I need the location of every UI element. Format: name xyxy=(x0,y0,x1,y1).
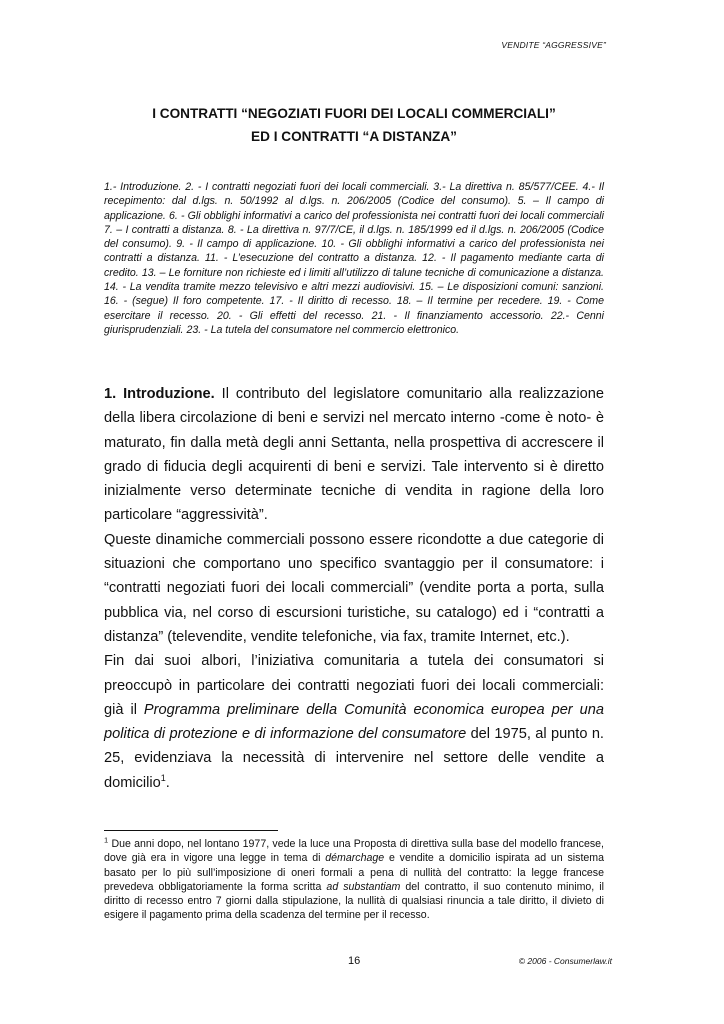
running-header: VENDITE “AGGRESSIVE” xyxy=(501,40,606,50)
title-line-2: ED I CONTRATTI “A DISTANZA” xyxy=(251,129,457,144)
main-body xyxy=(104,382,604,795)
footnote-reference[interactable]: 1 xyxy=(160,772,166,783)
copyright-notice: © 2006 - Consumerlaw.it xyxy=(518,956,612,966)
paragraph-history xyxy=(104,649,604,795)
programme-title: Programma preliminare della Comunità economica europea per una politica di protezione e di informazione del consumatore xyxy=(104,701,604,743)
footnote-divider xyxy=(104,830,278,831)
page-number: 16 xyxy=(348,955,361,967)
title-line-1: I CONTRATTI “NEGOZIATI FUORI DEI LOCALI COMMERCIALI” xyxy=(152,106,556,121)
paragraph-text: Il contributo del legislatore comunitario alla realizzazione della libera circolazione di beni e servizi nel mercato interno -come è noto- è maturato, fin dalla metà degli anni Settanta, nella prospettiva di accrescere il grado di fiducia degli acquirenti di beni e servizi. Tale intervento si è diretto inizialmente verso determinate tecniche di vendita in ragione della loro particolare “aggressività”. xyxy=(104,386,604,524)
section-heading: 1. Introduzione. xyxy=(104,386,215,402)
footnote-number: 1 xyxy=(104,835,109,845)
footnote-italic-term: ad substantiam xyxy=(326,880,401,893)
footnote-text: del contratto, il suo contenuto minimo, il diritto di recesso entro 7 giorni dalla stipulazione, la nullità di qualsiasi rinuncia a tale diritto, il divieto di esigere il pagamento prima della scadenza del termine per il recesso. xyxy=(104,880,604,922)
footnote-text: Due anni dopo, nel lontano 1977, vede la luce una Proposta di direttiva sulla base del modello francese, dove già era in vigore una legge in tema di xyxy=(104,838,604,865)
paragraph-text: Fin dai suoi albori, l’iniziativa comunitaria a tutela dei consumatori si preoccupò in particolare dei contratti negoziati fuori dei locali commerciali: già il xyxy=(104,653,604,718)
paragraph-end: . xyxy=(165,774,170,791)
footnote-text: e vendite a domicilio ispirata ad un sistema basato per lo più sull’imposizione di oneri formali a pena di nullità del contratto: la legge francese prevedeva obbligatoriamente la forma scritta xyxy=(104,852,604,893)
footnote-italic-term: démarchage xyxy=(325,852,385,865)
table-of-contents-summary: 1.- Introduzione. 2. - I contratti negoziati fuori dei locali commerciali. 3.- La direttiva n. 85/577/CEE. 4.- Il recepimento: dal d.lgs. n. 50/1992 al d.lgs. n. 206/2005 (Codice del consumo). 5. – Il campo di applicazione. 6. - Gli obblighi informativi a carico del professionista nei contratti fuori dei locali commerciali 7. – I contratti a distanza. 8. - La direttiva n. 97/7/CE, il d.lgs. n. 185/1999 ed il d.lgs. n. 206/2005 (Codice del consumo). 9. - Il campo di applicazione. 10. - Gli obblighi informativi a carico del professionista nei contratti a distanza. 11. - L’esecuzione del contratto a distanza. 12. - Il pagamento mediante carta di credito. 13. – Le forniture non richieste ed i limiti all’utilizzo di talune tecniche di comunicazione a distanza. 14. - La vendita tramite mezzo televisivo e altri mezzi audiovisivi. 15. – Le disposizioni comuni: sanzioni. 16. - (segue) Il foro competente. 17. - Il diritto di recesso. 18. – Il termine per recedere. 19. - Come esercitare il recesso. 20. - Gli effetti del recesso. 21. - Il finanziamento accessorio. 22.- Cenni giurisprudenziali. 23. - La tutela del consumatore nel commercio elettronico. xyxy=(104,181,604,336)
paragraph-text: del 1975, al punto n. 25, evidenziava la necessità di intervenire nel settore delle vendite a domicilio xyxy=(104,726,604,791)
footnote xyxy=(104,837,604,923)
paragraph-categories: Queste dinamiche commerciali possono essere ricondotte a due categorie di situazioni che comportano uno specifico svantaggio per il consumatore: i “contratti negoziati fuori dei locali commerciali” (vendite porta a porta, sulla pubblica via, nel corso di escursioni turistiche, su catalogo) ed i “contratti a distanza” (televendite, vendite telefoniche, via fax, tramite Internet, etc.). xyxy=(104,531,604,645)
document-title xyxy=(104,102,604,148)
paragraph-introduction xyxy=(104,382,604,528)
